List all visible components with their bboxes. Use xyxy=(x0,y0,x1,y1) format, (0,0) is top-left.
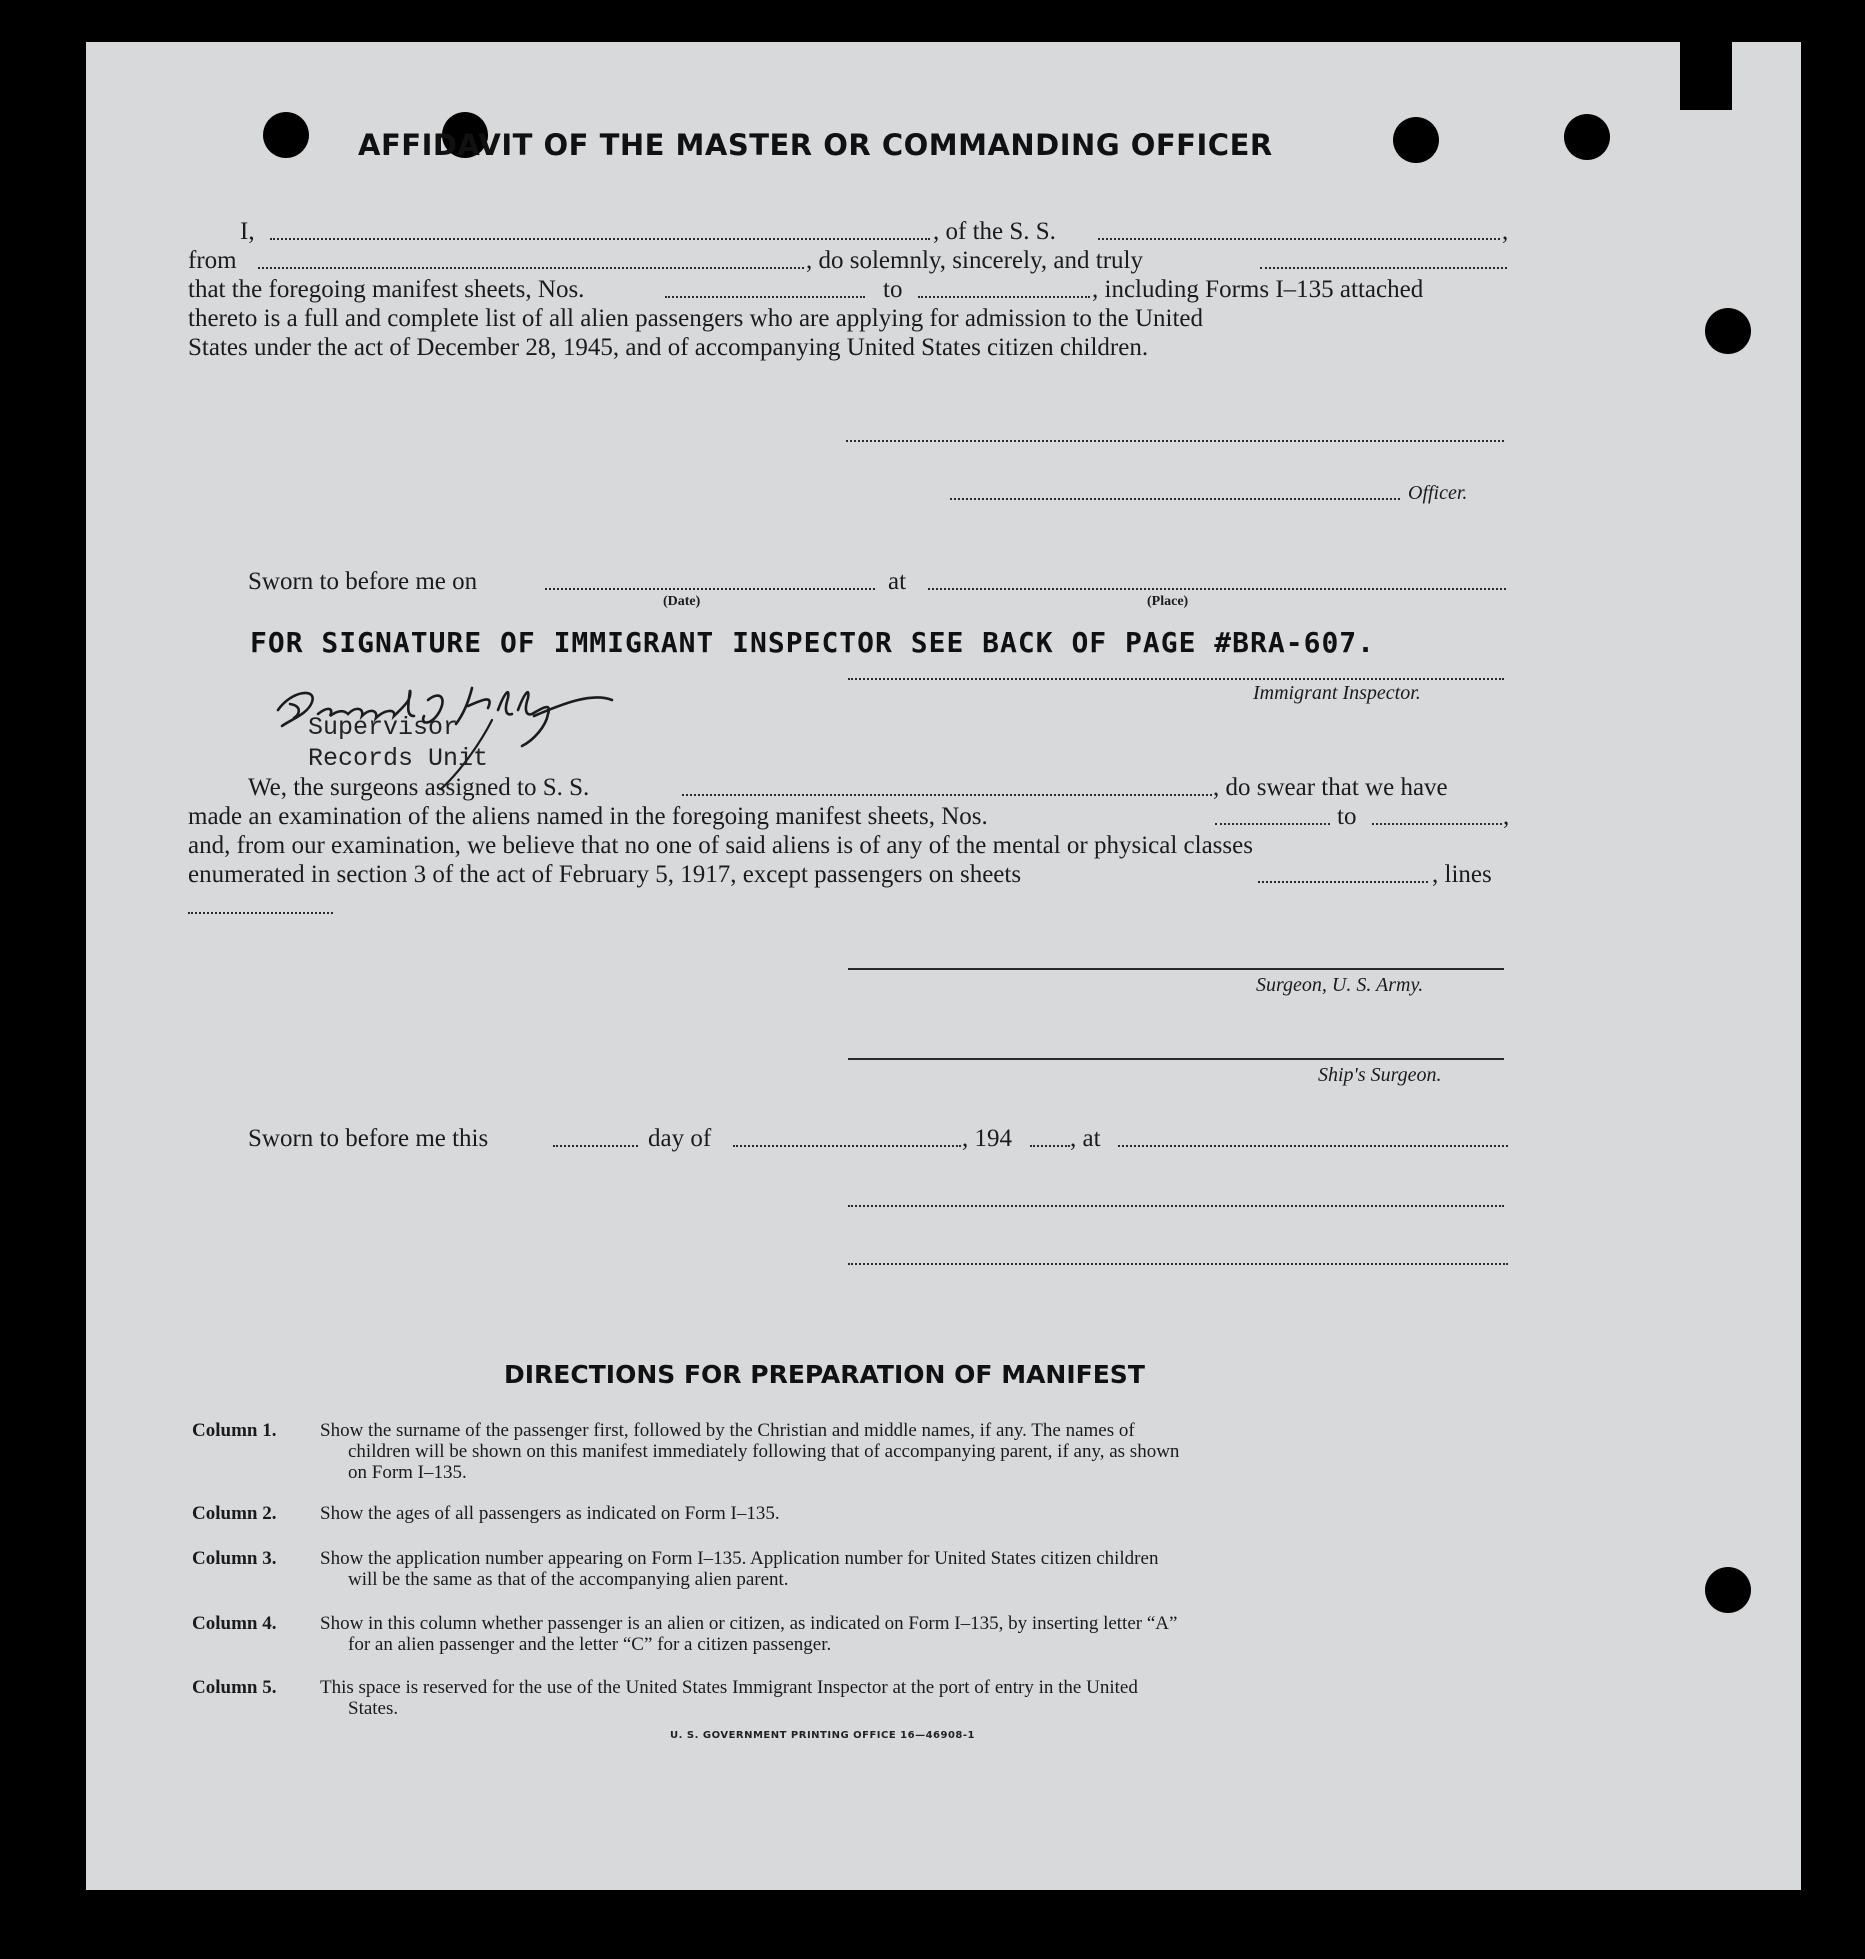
page-title: AFFIDAVIT OF THE MASTER OR COMMANDING OFFICER xyxy=(358,128,1273,162)
surgeon-sheet-to-field[interactable] xyxy=(1372,823,1502,825)
column-5-line-2: States. xyxy=(348,1698,399,1719)
surgeons-lines-label: , lines xyxy=(1432,861,1492,888)
column-1-line-1: Show the surname of the passenger first, followed by the Christian and middle names, if any. The names of xyxy=(320,1420,1135,1441)
sheet-to-field[interactable] xyxy=(918,296,1090,298)
except-sheets-field[interactable] xyxy=(1258,881,1428,883)
column-4-text xyxy=(320,1613,1520,1655)
supervisor-stamp: Supervisor xyxy=(308,713,459,742)
date-caption: (Date) xyxy=(663,594,701,609)
punch-hole xyxy=(1705,308,1751,354)
column-1-line-2: children will be shown on this manifest immediately following that of accompanying parent, if any, as shown xyxy=(348,1441,1180,1462)
column-1-label: Column 1. xyxy=(192,1420,277,1441)
column-4-line-1: Show in this column whether passenger is an alien or citizen, as indicated on Form I–135, by inserting letter “A” xyxy=(320,1613,1178,1634)
surgeons-to-label: to xyxy=(1337,803,1357,830)
year-prefix: , 194 xyxy=(962,1125,1012,1152)
sworn-at2-label: , at xyxy=(1070,1125,1101,1152)
column-4-label: Column 4. xyxy=(192,1613,277,1634)
officer-signature-line-1[interactable] xyxy=(846,440,1504,442)
to-label: to xyxy=(883,276,903,303)
printing-office-footer: U. S. GOVERNMENT PRINTING OFFICE 16—46908-1 xyxy=(670,1730,975,1741)
ship-surgeon-signature-line[interactable] xyxy=(848,1058,1504,1060)
column-3-line-2: will be the same as that of the accompanying alien parent. xyxy=(348,1569,789,1590)
master-name-field[interactable] xyxy=(270,238,930,240)
column-5-line-1: This space is reserved for the use of the United States Immigrant Inspector at the port of entry in the United xyxy=(320,1677,1138,1698)
punch-hole xyxy=(263,112,309,158)
sworn-date-field[interactable] xyxy=(545,588,875,590)
column-2-label: Column 2. xyxy=(192,1503,277,1524)
column-5-text xyxy=(320,1677,1520,1719)
officer-signature-line-2[interactable] xyxy=(950,498,1400,500)
column-1-text xyxy=(320,1420,1520,1483)
affidavit-line-5: States under the act of December 28, 1945, and of accompanying United States citizen children. xyxy=(188,334,1149,361)
from-port-field[interactable] xyxy=(258,267,804,269)
sworn-day-field[interactable] xyxy=(553,1145,638,1147)
sworn-year-field[interactable] xyxy=(1030,1145,1070,1147)
torn-corner xyxy=(1680,20,1732,110)
sworn-at-label: at xyxy=(888,568,907,595)
manifest-sheets-text: that the foregoing manifest sheets, Nos. xyxy=(188,276,585,303)
column-2-line-1: Show the ages of all passengers as indicated on Form I–135. xyxy=(320,1503,780,1524)
column-3-text xyxy=(320,1548,1520,1590)
column-5-label: Column 5. xyxy=(192,1677,277,1698)
day-of-label: day of xyxy=(648,1125,712,1152)
punch-hole xyxy=(1705,1567,1751,1613)
column-2-text xyxy=(320,1503,1520,1524)
inspector-signature-line[interactable] xyxy=(848,678,1504,680)
sheet-from-field[interactable] xyxy=(665,296,865,298)
surgeons-line-4a: enumerated in section 3 of the act of February 5, 1917, except passengers on sheets xyxy=(188,861,1022,888)
army-surgeon-signature-line[interactable] xyxy=(848,968,1504,970)
inspector-stamp: FOR SIGNATURE OF IMMIGRANT INSPECTOR SEE BACK OF PAGE #BRA-607. xyxy=(250,626,1376,659)
sworn2-signature-line-1[interactable] xyxy=(848,1205,1504,1207)
affirm-field[interactable] xyxy=(1260,267,1507,269)
affidavit-i-label: I, xyxy=(240,218,255,245)
column-3-label: Column 3. xyxy=(192,1548,277,1569)
sworn-this-label: Sworn to before me this xyxy=(248,1125,489,1152)
place-caption: (Place) xyxy=(1147,594,1189,609)
surgeons-comma: , xyxy=(1503,803,1510,830)
army-surgeon-caption: Surgeon, U. S. Army. xyxy=(1256,974,1424,996)
surgeons-line-1a: We, the surgeons assigned to S. S. xyxy=(248,774,590,801)
punch-hole xyxy=(1564,114,1610,160)
affidavit-line-4: thereto is a full and complete list of all alien passengers who are applying for admission to the United xyxy=(188,305,1204,332)
directions-title: DIRECTIONS FOR PREPARATION OF MANIFEST xyxy=(504,1360,1145,1389)
ship-surgeon-caption: Ship's Surgeon. xyxy=(1318,1064,1442,1086)
sworn-on-label: Sworn to before me on xyxy=(248,568,478,595)
surgeons-line-3: and, from our examination, we believe that no one of said aliens is of any of the mental or physical classes xyxy=(188,832,1253,859)
solemnly-text: , do solemnly, sincerely, and truly xyxy=(806,247,1143,274)
surgeons-line-2a: made an examination of the aliens named in the foregoing manifest sheets, Nos. xyxy=(188,803,988,830)
surgeons-line-1b: , do swear that we have xyxy=(1213,774,1448,801)
column-1-line-3: on Form I–135. xyxy=(348,1462,467,1483)
records-unit-stamp: Records Unit xyxy=(308,744,489,773)
sworn-at2-field[interactable] xyxy=(1118,1145,1508,1147)
sworn-month-field[interactable] xyxy=(733,1145,961,1147)
from-label: from xyxy=(188,247,237,274)
sworn2-signature-line-2[interactable] xyxy=(848,1263,1508,1265)
column-4-line-2: for an alien passenger and the letter “C” for a citizen passenger. xyxy=(348,1634,832,1655)
of-ss-label: , of the S. S. xyxy=(933,218,1056,245)
punch-hole xyxy=(1393,117,1439,163)
immigrant-inspector-caption: Immigrant Inspector. xyxy=(1253,682,1421,704)
including-text: , including Forms I–135 attached xyxy=(1092,276,1424,303)
except-lines-field[interactable] xyxy=(188,912,333,914)
surgeon-sheet-from-field[interactable] xyxy=(1215,823,1330,825)
surgeon-ship-field[interactable] xyxy=(682,794,1212,796)
column-3-line-1: Show the application number appearing on Form I–135. Application number for United States citizen children xyxy=(320,1548,1159,1569)
officer-caption: Officer. xyxy=(1408,482,1468,504)
ship-name-field[interactable] xyxy=(1098,238,1500,240)
sworn-place-field[interactable] xyxy=(928,588,1506,590)
comma-text: , xyxy=(1502,218,1509,245)
